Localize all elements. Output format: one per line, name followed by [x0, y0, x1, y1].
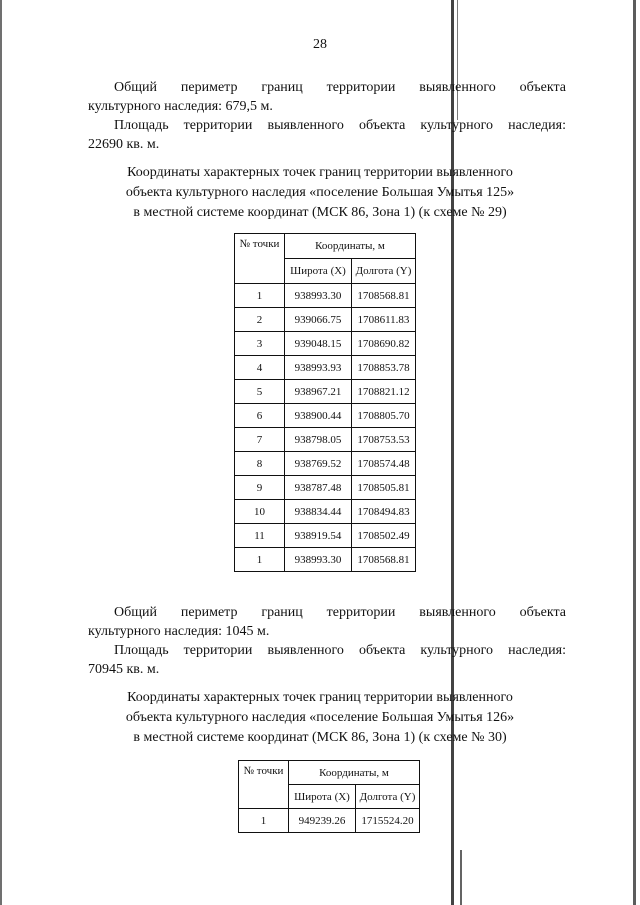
latitude-cell: 938769.52	[285, 452, 352, 476]
scan-edge-left	[0, 0, 2, 905]
header-longitude: Долгота (Y)	[352, 259, 416, 284]
table-row	[235, 548, 416, 572]
point-number-cell: 11	[235, 524, 285, 548]
caption-line-2: объекта культурного наследия «поселение Большая Умытья 126»	[125, 710, 515, 725]
longitude-cell: 1708574.48	[352, 452, 416, 476]
area-line-2: 70945 кв. м.	[88, 662, 160, 677]
latitude-cell: 938787.48	[285, 476, 352, 500]
point-number-cell: 2	[235, 308, 285, 332]
perimeter-line-2: культурного наследия: 679,5 м.	[88, 99, 273, 114]
area-line-1: Площадь территории выявленного объекта культурного наследия:	[114, 118, 566, 133]
latitude-cell: 938919.54	[285, 524, 352, 548]
longitude-cell: 1708568.81	[352, 284, 416, 308]
header-coordinates: Координаты, м	[285, 234, 416, 259]
point-number-cell: 1	[239, 809, 289, 833]
point-number-cell: 5	[235, 380, 285, 404]
latitude-cell: 938900.44	[285, 404, 352, 428]
latitude-cell: 949239.26	[289, 809, 356, 833]
latitude-cell: 938993.30	[285, 548, 352, 572]
page-number: 28	[313, 37, 327, 52]
longitude-cell: 1708568.81	[352, 548, 416, 572]
header-coordinates: Координаты, м	[289, 761, 420, 785]
point-number-cell: 8	[235, 452, 285, 476]
summary-block-2	[88, 603, 566, 679]
table-row	[235, 308, 416, 332]
latitude-cell: 938798.05	[285, 428, 352, 452]
summary-block-1	[88, 78, 566, 154]
point-number-cell: 1	[235, 548, 285, 572]
longitude-cell: 1708690.82	[352, 332, 416, 356]
header-point-no: № точки	[239, 761, 289, 809]
longitude-cell: 1708505.81	[352, 476, 416, 500]
table-row	[235, 500, 416, 524]
scan-edge-right	[633, 0, 636, 905]
header-longitude: Долгота (Y)	[356, 785, 420, 809]
table-row	[235, 428, 416, 452]
perimeter-line-1: Общий периметр границ территории выявленного объекта	[114, 605, 566, 620]
point-number-cell: 6	[235, 404, 285, 428]
point-number-cell: 3	[235, 332, 285, 356]
header-point-no: № точки	[235, 234, 285, 284]
table-row	[235, 452, 416, 476]
longitude-cell: 1708611.83	[352, 308, 416, 332]
caption-line-3: в местной системе координат (МСК 86, Зона 1) (к схеме № 29)	[133, 205, 507, 220]
latitude-cell: 938993.93	[285, 356, 352, 380]
point-number-cell: 7	[235, 428, 285, 452]
scan-artifact-line	[460, 850, 462, 905]
table-row	[235, 476, 416, 500]
table-row	[235, 356, 416, 380]
point-number-cell: 10	[235, 500, 285, 524]
table-row	[239, 809, 420, 833]
caption-line-3: в местной системе координат (МСК 86, Зона 1) (к схеме № 30)	[133, 730, 507, 745]
latitude-cell: 939048.15	[285, 332, 352, 356]
point-number-cell: 1	[235, 284, 285, 308]
area-line-2: 22690 кв. м.	[88, 137, 160, 152]
longitude-cell: 1708753.53	[352, 428, 416, 452]
area-line-1: Площадь территории выявленного объекта культурного наследия:	[114, 643, 566, 658]
table-row	[235, 332, 416, 356]
table-caption-1	[96, 163, 544, 223]
table-row	[235, 524, 416, 548]
latitude-cell: 938834.44	[285, 500, 352, 524]
perimeter-line-2: культурного наследия: 1045 м.	[88, 624, 270, 639]
table-row	[235, 284, 416, 308]
latitude-cell: 939066.75	[285, 308, 352, 332]
caption-line-2: объекта культурного наследия «поселение Большая Умытья 125»	[125, 185, 515, 200]
longitude-cell: 1708805.70	[352, 404, 416, 428]
point-number-cell: 4	[235, 356, 285, 380]
header-latitude: Широта (X)	[285, 259, 352, 284]
caption-line-1: Координаты характерных точек границ территории выявленного	[127, 165, 513, 180]
caption-line-1: Координаты характерных точек границ территории выявленного	[127, 690, 513, 705]
table-row	[235, 380, 416, 404]
perimeter-line-1: Общий периметр границ территории выявленного объекта	[114, 80, 566, 95]
longitude-cell: 1708853.78	[352, 356, 416, 380]
table-caption-2	[96, 688, 544, 748]
latitude-cell: 938993.30	[285, 284, 352, 308]
point-number-cell: 9	[235, 476, 285, 500]
longitude-cell: 1708494.83	[352, 500, 416, 524]
longitude-cell: 1715524.20	[356, 809, 420, 833]
coordinates-table-1	[234, 233, 416, 572]
longitude-cell: 1708821.12	[352, 380, 416, 404]
coordinates-table-2	[238, 760, 420, 833]
header-latitude: Широта (X)	[289, 785, 356, 809]
table-row	[235, 404, 416, 428]
longitude-cell: 1708502.49	[352, 524, 416, 548]
latitude-cell: 938967.21	[285, 380, 352, 404]
